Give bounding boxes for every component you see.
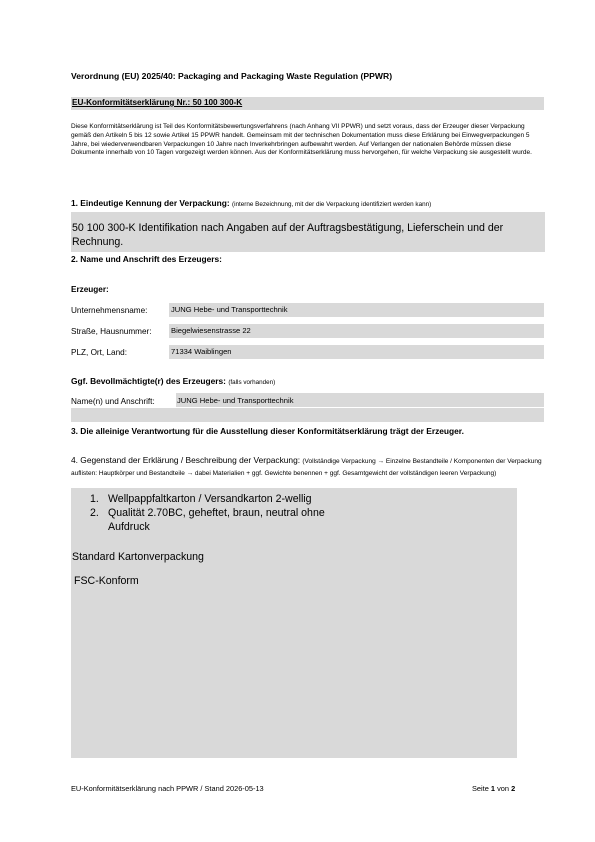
declaration-number-line [72, 98, 242, 107]
list-item-number: 2. [90, 507, 99, 519]
page-number [472, 784, 515, 793]
standard-packaging-text: Standard Kartonverpackung [72, 551, 204, 563]
section4-heading: 4. Gegenstand der Erklärung / Beschreibung der Verpackung: [71, 455, 301, 465]
street-label: Straße, Hausnummer: [71, 327, 152, 336]
document-title: Verordnung (EU) 2025/40: Packaging and Packaging Waste Regulation (PPWR) [71, 71, 393, 81]
fsc-text: FSC-Konform [74, 575, 139, 587]
declaration-number: 50 100 300-K [192, 98, 243, 107]
representative-heading-line [71, 376, 275, 386]
city-label: PLZ, Ort, Land: [71, 348, 127, 357]
producer-sublabel: Erzeuger: [71, 285, 109, 294]
company-name-field[interactable]: JUNG Hebe- und Transporttechnik [171, 305, 288, 314]
city-field[interactable]: 71334 Waiblingen [171, 347, 232, 356]
section3-heading: 3. Die alleinige Verantwortung für die Ausstellung dieser Konformitätserklärung trägt der Erzeuger. [71, 426, 464, 436]
list-item: Qualität 2.70BC, geheftet, braun, neutral ohne [108, 507, 325, 519]
footer-left: EU-Konformitätserklärung nach PPWR / Stand 2026-05-13 [71, 784, 264, 793]
street-field[interactable]: Biegelwiesenstrasse 22 [171, 326, 251, 335]
list-item: Wellpappfaltkarton / Versandkarton 2-wellig [108, 493, 312, 505]
section1-note: (interne Bezeichnung, mit der die Verpackung identifiziert werden kann) [232, 201, 432, 208]
page-sep: von [497, 784, 510, 793]
declaration-label: EU-Konformitätserklärung Nr.: [72, 98, 191, 107]
representative-note: (falls vorhanden) [228, 379, 276, 386]
section1-heading-line [71, 198, 431, 208]
representative-field-box-2[interactable] [71, 408, 544, 422]
representative-field[interactable]: JUNG Hebe- und Transporttechnik [177, 396, 294, 405]
section4-note: (Vollständige Verpackung → Einzelne Bestandteile / Komponenten der Verpackung auflisten: Hauptkörper und Bestandteile → dabei Materialien + ggf. Gewichte benennen + ggf. Gesamtgewicht der vollständigen leeren Verpackung) [71, 458, 542, 477]
section1-heading: 1. Eindeutige Kennung der Verpackung: [71, 198, 230, 208]
page-prefix: Seite [472, 784, 489, 793]
page-current: 1 [490, 784, 496, 793]
list-item-number: 1. [90, 493, 99, 505]
representative-label: Name(n) und Anschrift: [71, 397, 155, 406]
company-name-label: Unternehmensname: [71, 306, 148, 315]
section2-heading: 2. Name und Anschrift des Erzeugers: [71, 254, 222, 264]
section4-heading-block [71, 455, 546, 479]
list-item-continuation: Aufdruck [108, 521, 150, 533]
intro-paragraph: Diese Konformitätserklärung ist Teil des Konformitätsbewertungsverfahrens (nach Anhang VII PPWR) und setzt voraus, dass der Erzeuger dieser Verpackung gemäß den Artikeln 5 bis 12 sowie Artikel 15 PPWR handelt. Gemeinsam mit der technischen Dokumentation muss diese Erklärung bei Einwegverpackungen 5 Jahre, bei wiederverwendbaren Verpackungen 10 Jahre nach Inverkehrbringen aufbewahrt werden. Auf Verlangen der nationalen Behörde müssen diese Dokumente innerhalb von 10 Tagen vorgezeigt werden können. Aus der Konformitätserklärung muss hervorgehen, für welche Verpackung sie ausgestellt wurde. [71, 123, 532, 157]
representative-heading: Ggf. Bevollmächtigte(r) des Erzeugers: [71, 376, 226, 386]
packaging-id-field[interactable]: 50 100 300-K Identifikation nach Angaben auf der Auftragsbestätigung, Lieferschein und der Rechnung. [72, 222, 504, 248]
page-total: 2 [511, 784, 516, 793]
